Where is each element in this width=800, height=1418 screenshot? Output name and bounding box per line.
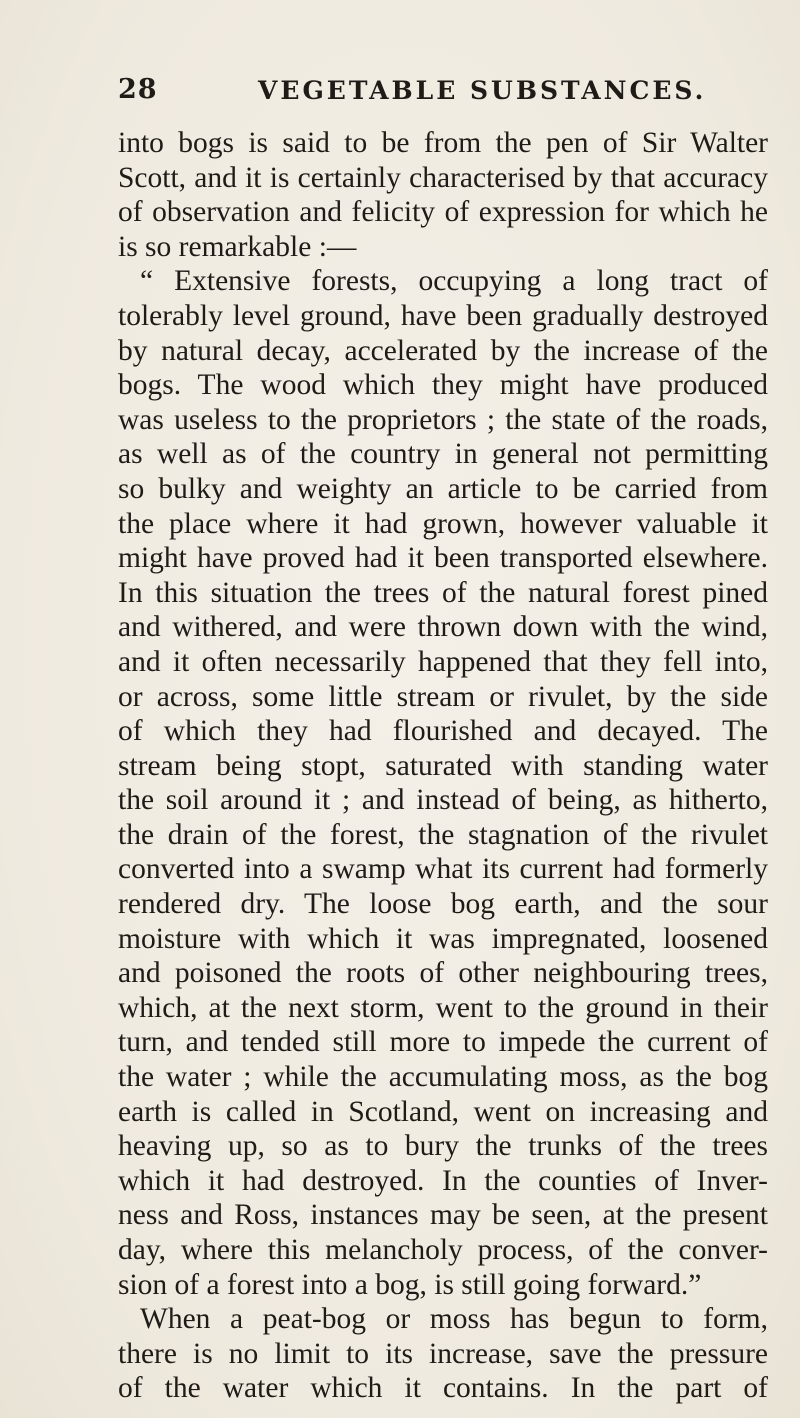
text-line: and withered, and were thrown down with the wind, — [118, 611, 768, 644]
page-number: 28 — [118, 74, 158, 105]
text-line: into bogs is said to be from the pen of Sir Walter — [118, 127, 768, 159]
text-line: the water ; while the accumulating moss, as the bog — [118, 1061, 768, 1094]
text-line: sion of a forest into a bog, is still going forward.” — [118, 1268, 702, 1301]
page-header — [118, 74, 768, 114]
text-line: the place where it had grown, however valuable it — [118, 507, 768, 540]
text-line: earth is called in Scotland, went on increasing and — [118, 1095, 768, 1128]
text-line: rendered dry. The loose bog earth, and the sour — [118, 888, 768, 921]
text-line: the drain of the forest, the stagnation of the rivulet — [118, 818, 768, 851]
text-line: heaving up, so as to bury the trunks of the trees — [118, 1130, 768, 1163]
text-line: is so remarkable :— — [118, 230, 357, 263]
text-line: turn, and tended still more to impede the current of — [118, 1026, 768, 1059]
text-line: might have proved had it been transported elsewhere. — [118, 542, 768, 575]
text-line: When a peat-bog or moss has begun to form, — [140, 1303, 768, 1336]
text-line: bogs. The wood which they might have produced — [118, 369, 768, 402]
text-line: tolerably level ground, have been gradually destroyed — [118, 299, 768, 332]
text-line: of the water which it contains. In the part of — [118, 1372, 768, 1405]
text-line: and poisoned the roots of other neighbouring trees, — [118, 957, 768, 990]
text-line: “ Extensive forests, occupying a long tract of — [140, 265, 768, 298]
running-head: VEGETABLE SUBSTANCES. — [258, 76, 707, 105]
text-line: which it had destroyed. In the counties of Inver- — [118, 1164, 768, 1197]
text-line: day, where this melancholy process, of the conver- — [118, 1234, 768, 1266]
text-line: In this situation the trees of the natural forest pined — [118, 576, 768, 609]
text-line: and it often necessarily happened that they fell into, — [118, 645, 768, 678]
text-line: converted into a swamp what its current had formerly — [118, 853, 768, 886]
body-text — [118, 126, 768, 1406]
text-line: as well as of the country in general not permitting — [118, 438, 768, 471]
text-line: there is no limit to its increase, save the pressure — [118, 1337, 768, 1370]
text-line: which, at the next storm, went to the ground in their — [118, 991, 768, 1024]
text-line: the soil around it ; and instead of being, as hitherto, — [118, 784, 768, 817]
text-line: of which they had flourished and decayed. The — [118, 715, 768, 748]
text-line: by natural decay, accelerated by the increase of the — [118, 334, 768, 367]
text-line: so bulky and weighty an article to be carried from — [118, 472, 768, 505]
text-line: stream being stopt, saturated with standing water — [118, 749, 768, 782]
text-line: ness and Ross, instances may be seen, at the present — [118, 1199, 768, 1232]
text-line: or across, some little stream or rivulet, by the side — [118, 680, 768, 713]
text-line: Scott, and it is certainly characterised by that accuracy — [118, 161, 768, 194]
text-line: was useless to the proprietors ; the state of the roads, — [118, 403, 768, 436]
text-line: moisture with which it was impregnated, loosened — [118, 922, 768, 955]
text-line: of observation and felicity of expression for which he — [118, 196, 768, 229]
